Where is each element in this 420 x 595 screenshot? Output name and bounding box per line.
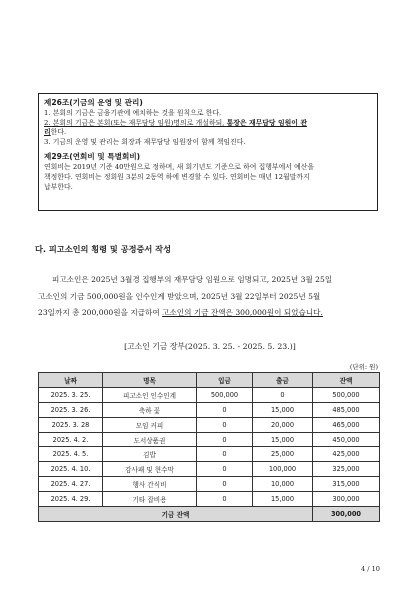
table-row (39, 432, 380, 447)
ledger-unit: (단위: 원) (349, 363, 378, 371)
article-29-line-1: 연회비는 2019년 기준 40만원으로 정하며, 새 회기년도 기준으로 하여 집행부에서 예산을 (44, 163, 315, 172)
cell-deposit: 0 (197, 417, 253, 432)
cell-balance: 450,000 (313, 432, 380, 447)
table-row (39, 492, 380, 507)
paragraph-line-1: 피고소인은 2025년 3월경 집행부의 재무담당 임원으로 임명되고, 2025년 3월 25일 (52, 275, 333, 284)
cell-date: 2025. 4. 10. (39, 462, 103, 477)
cell-balance: 500,000 (313, 387, 380, 402)
cell-item: 피고소인 인수인계 (103, 387, 197, 402)
table-header-row (39, 373, 380, 388)
cell-date: 2025. 3. 28 (39, 417, 103, 432)
cell-deposit: 0 (197, 447, 253, 462)
cell-withdrawal: 100,000 (253, 462, 313, 477)
cell-withdrawal: 20,000 (253, 417, 313, 432)
cell-balance: 325,000 (313, 462, 380, 477)
table-total-row (39, 507, 380, 522)
cell-balance: 485,000 (313, 402, 380, 417)
section-d-heading: 다. 피고소인의 횡령 및 공정증서 작성 (35, 244, 171, 254)
table-row (39, 447, 380, 462)
article-26-line-2-emphasis-cont: 리 (44, 128, 51, 137)
paragraph-line-3-start: 23일까지 총 200,000원을 지급하여 (38, 308, 163, 317)
article-26-line-2-underlined: 2. 본회의 기금은 본회(또는 재무담당 임원)명의로 개설하되, (44, 118, 227, 127)
cell-withdrawal: 15,000 (253, 432, 313, 447)
cell-balance: 425,000 (313, 447, 380, 462)
cell-date: 2025. 4. 2. (39, 432, 103, 447)
cell-deposit: 0 (197, 477, 253, 492)
cell-item: 김밥 (103, 447, 197, 462)
cell-date: 2025. 4. 5. (39, 447, 103, 462)
cell-date: 2025. 4. 27. (39, 477, 103, 492)
article-29-line-2: 책정한다. 연회비는 정회원 3분의 2동역 하에 변경할 수 있다. 연회비는 매년 12월말까지 (44, 172, 310, 181)
page-number: 4 / 10 (361, 565, 380, 573)
cell-withdrawal: 10,000 (253, 477, 313, 492)
article-26-title: 제26조(기금의 운영 및 관리) (44, 98, 143, 107)
table-row (39, 477, 380, 492)
article-26-line-2 (44, 119, 372, 129)
fund-ledger-table (38, 372, 380, 522)
cell-deposit: 0 (197, 402, 253, 417)
article-26-line-2-end: 한다. (50, 128, 67, 137)
paragraph-line-2: 고소인의 기금 500,000원을 인수인계 받았으며, 2025년 3월 22일부터 2025년 5월 (38, 291, 321, 301)
cell-withdrawal: 0 (253, 387, 313, 402)
article-26-line-2-emphasis: 통장은 재무담당 임원이 관 (226, 118, 307, 127)
total-label: 기금 잔액 (39, 507, 313, 522)
cell-deposit: 0 (197, 492, 253, 507)
cell-item: 모임 커피 (103, 417, 197, 432)
header-item: 명목 (103, 373, 197, 388)
cell-item: 감사패 및 현수막 (103, 462, 197, 477)
bylaws-excerpt-box (38, 93, 378, 211)
article-29-line-3: 납부한다. (44, 182, 73, 191)
cell-item: 기타 잡비용 (103, 492, 197, 507)
section-d-paragraph (38, 272, 388, 322)
header-balance: 잔액 (313, 373, 380, 388)
table-row (39, 387, 380, 402)
cell-item: 도서상품권 (103, 432, 197, 447)
ledger-title: [고소인 기금 장부(2025. 3. 25. - 2025. 5. 23.)] (124, 342, 296, 351)
article-29-title: 제29조(연회비 및 특별회비) (44, 152, 141, 162)
header-deposit: 입금 (197, 373, 253, 388)
cell-item: 행사 간식비 (103, 477, 197, 492)
cell-deposit: 500,000 (197, 387, 253, 402)
cell-date: 2025. 4. 29. (39, 492, 103, 507)
cell-balance: 315,000 (313, 477, 380, 492)
cell-date: 2025. 3. 26. (39, 402, 103, 417)
article-26-line-2-cont (44, 128, 372, 138)
cell-item: 축하 꽃 (103, 402, 197, 417)
paragraph-line-3 (38, 305, 388, 322)
table-row (39, 402, 380, 417)
cell-withdrawal: 25,000 (253, 447, 313, 462)
cell-deposit: 0 (197, 432, 253, 447)
cell-balance: 465,000 (313, 417, 380, 432)
cell-withdrawal: 15,000 (253, 402, 313, 417)
cell-withdrawal: 15,000 (253, 492, 313, 507)
table-row (39, 417, 380, 432)
table-row (39, 462, 380, 477)
cell-date: 2025. 3. 25. (39, 387, 103, 402)
article-26-line-1: 1. 본회의 기금은 금융기관에 예치하는 것을 원칙으로 한다. (44, 109, 222, 117)
header-date: 날짜 (39, 373, 103, 388)
cell-balance: 300,000 (313, 492, 380, 507)
paragraph-line-3-underlined: 고소인의 기금 잔액은 300,000원이 되었습니다. (162, 308, 323, 317)
header-withdrawal: 출금 (253, 373, 313, 388)
article-26-line-3: 3. 기금의 운영 및 관리는 회장과 재무담당 임원장이 함께 책임진다. (44, 137, 246, 146)
cell-deposit: 0 (197, 462, 253, 477)
total-value: 300,000 (313, 507, 380, 522)
